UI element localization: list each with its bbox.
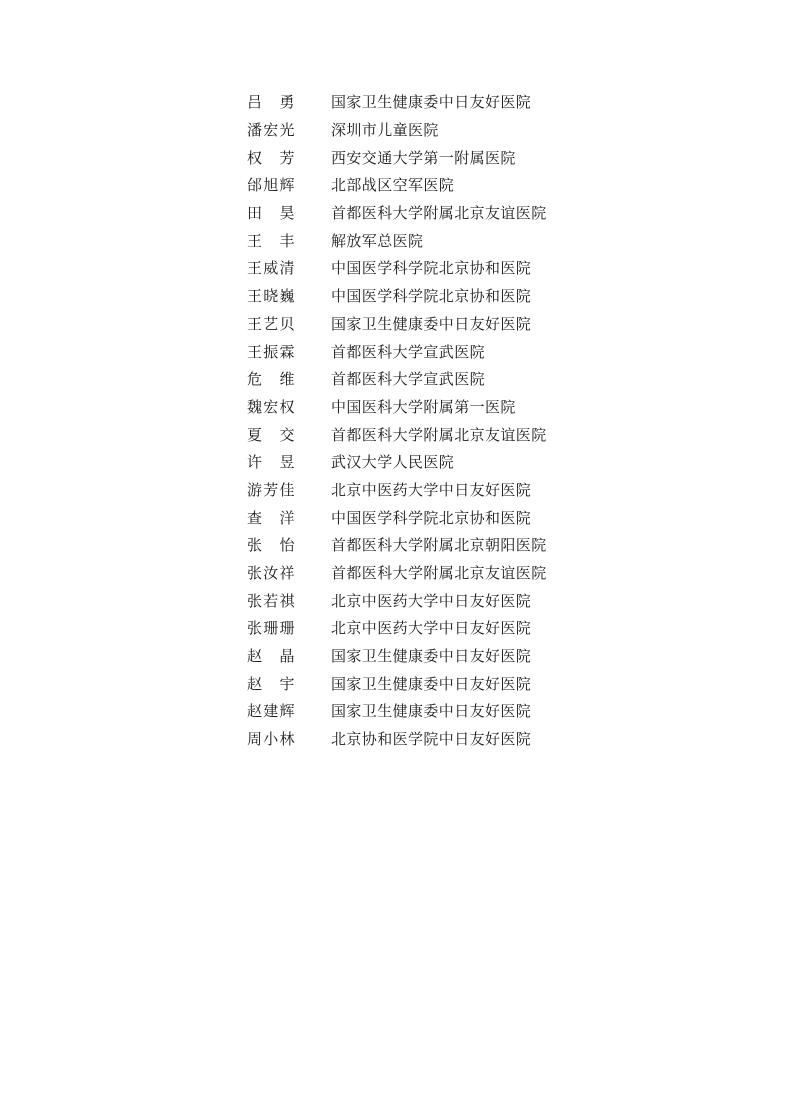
list-item [247,559,587,587]
member-organization: 武汉大学人民医院 [331,453,455,472]
list-item [247,116,587,144]
member-name: 危 维 [247,370,295,389]
member-name: 邰旭辉 [247,176,295,195]
list-item [247,143,587,171]
member-name: 王艺贝 [247,314,295,333]
list-item [247,642,587,670]
member-name: 王 丰 [247,231,295,250]
list-item [247,503,587,531]
member-name: 潘宏光 [247,121,295,140]
member-organization: 中国医学科学院北京协和医院 [331,508,532,527]
list-item [247,88,587,116]
list-item [247,697,587,725]
list-item [247,393,587,421]
list-item [247,614,587,642]
member-organization: 国家卫生健康委中日友好医院 [331,702,532,721]
list-item [247,199,587,227]
list-item [247,226,587,254]
list-item [247,725,587,753]
list-item [247,420,587,448]
list-item [247,476,587,504]
member-name: 田 昊 [247,204,295,223]
member-name: 赵 宇 [247,674,295,693]
list-item [247,448,587,476]
member-name: 许 昱 [247,453,295,472]
list-item [247,310,587,338]
list-item [247,337,587,365]
member-name: 张若祺 [247,591,295,610]
member-organization: 中国医科大学附属第一医院 [331,397,516,416]
member-name: 夏 交 [247,425,295,444]
member-name: 张汝祥 [247,564,295,583]
member-name: 查 洋 [247,508,295,527]
member-name: 王振霖 [247,342,295,361]
list-item [247,669,587,697]
member-name: 游芳佳 [247,480,295,499]
member-organization: 国家卫生健康委中日友好医院 [331,674,532,693]
list-item [247,254,587,282]
member-organization: 中国医学科学院北京协和医院 [331,287,532,306]
member-name: 赵 晶 [247,647,295,666]
member-organization: 中国医学科学院北京协和医院 [331,259,532,278]
member-organization: 首都医科大学附属北京友谊医院 [331,204,547,223]
member-organization: 国家卫生健康委中日友好医院 [331,93,532,112]
list-item [247,171,587,199]
member-organization: 首都医科大学附属北京朝阳医院 [331,536,547,555]
member-organization: 首都医科大学宣武医院 [331,370,486,389]
member-list [247,88,587,753]
member-organization: 国家卫生健康委中日友好医院 [331,314,532,333]
member-organization: 首都医科大学宣武医院 [331,342,486,361]
member-organization: 北京中医药大学中日友好医院 [331,619,532,638]
list-item [247,531,587,559]
member-organization: 解放军总医院 [331,231,424,250]
member-organization: 北京协和医学院中日友好医院 [331,730,532,749]
member-organization: 国家卫生健康委中日友好医院 [331,647,532,666]
member-name: 王威清 [247,259,295,278]
member-name: 周小林 [247,730,295,749]
member-name: 吕 勇 [247,93,295,112]
member-organization: 北部战区空军医院 [331,176,455,195]
member-name: 张 怡 [247,536,295,555]
member-organization: 深圳市儿童医院 [331,121,439,140]
member-organization: 西安交通大学第一附属医院 [331,148,516,167]
member-organization: 首都医科大学附属北京友谊医院 [331,425,547,444]
member-name: 王晓巍 [247,287,295,306]
member-name: 赵建辉 [247,702,295,721]
member-name: 张珊珊 [247,619,295,638]
member-organization: 北京中医药大学中日友好医院 [331,480,532,499]
member-name: 魏宏权 [247,397,295,416]
member-organization: 北京中医药大学中日友好医院 [331,591,532,610]
member-organization: 首都医科大学附属北京友谊医院 [331,564,547,583]
list-item [247,365,587,393]
list-item [247,282,587,310]
member-name: 权 芳 [247,148,295,167]
list-item [247,586,587,614]
